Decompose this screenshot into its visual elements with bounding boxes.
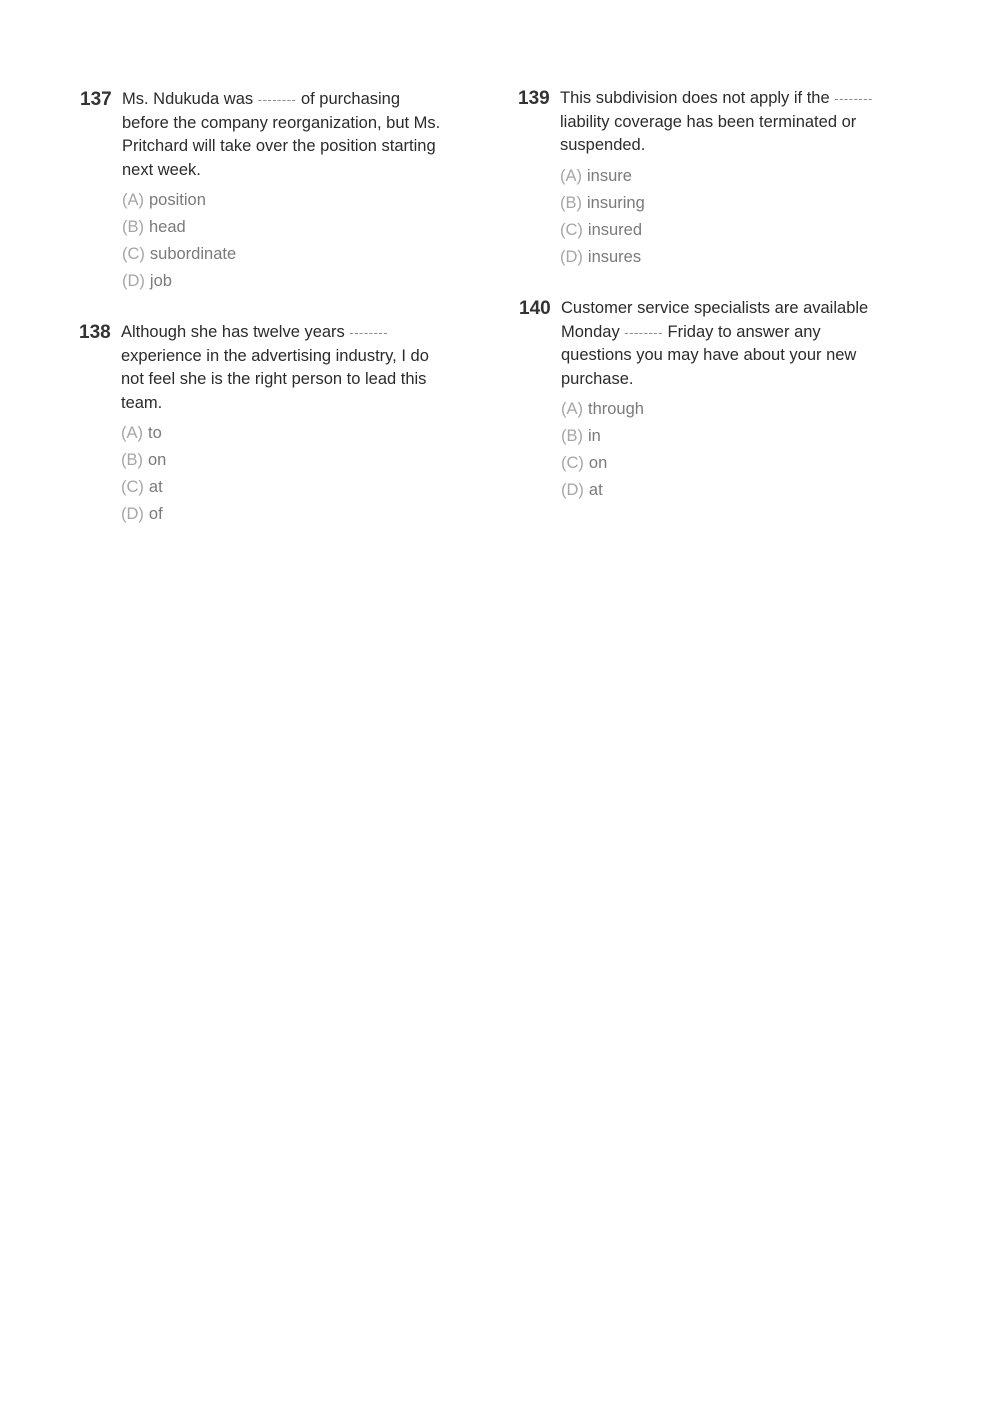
question-body [560,87,888,271]
choice-letter: (B) [122,218,144,236]
choice-text: position [149,191,206,209]
question-body [121,321,449,528]
choice-c[interactable] [121,474,449,501]
question-number: 138 [79,322,111,343]
choice-d[interactable] [122,268,450,295]
choice-letter: (D) [122,272,145,290]
choice-letter: (D) [121,505,144,523]
question-number: 137 [80,89,112,110]
choice-letter: (A) [122,191,144,209]
question-text [121,321,449,415]
answer-choices [121,420,449,528]
question-text [560,87,888,158]
choice-d[interactable] [561,477,889,504]
choice-text: on [588,454,608,472]
choice-text: insure [587,166,632,185]
question-138 [79,321,449,528]
question-text-after: experience in the advertising industry, I do not feel she is the right person to lead this team. [121,346,429,412]
answer-blank: -------- [624,324,663,340]
question-text-before: Customer service specialists are available Monday [561,299,869,341]
choice-a[interactable] [121,420,449,447]
choice-letter: (C) [122,245,145,263]
answer-choices [560,163,888,271]
choice-text: of [148,505,163,523]
choice-text: subordinate [149,245,237,263]
question-body [561,297,889,504]
question-text [122,88,450,182]
question-text-after: liability coverage has been terminated or suspended. [560,112,857,154]
choice-letter: (B) [561,427,583,445]
question-137 [80,88,450,295]
choice-text: insuring [587,193,645,212]
question-text-after: Friday to answer any questions you may have about your new purchase. [561,322,857,388]
question-number: 139 [518,88,550,109]
choice-letter: (A) [561,400,583,418]
choice-text: on [148,451,167,469]
question-text-after: of purchasing before the company reorganization, but Ms. Pritchard will take over the position starting next week. [122,90,441,179]
choice-letter: (C) [560,220,583,239]
choice-letter: (C) [121,478,144,496]
choice-b[interactable] [561,423,889,450]
choice-d[interactable] [560,244,888,271]
choice-text: through [588,400,644,418]
question-139 [518,87,888,271]
answer-blank: -------- [257,92,297,107]
choice-letter: (D) [561,481,584,499]
choice-a[interactable] [122,187,450,214]
choice-text: job [149,272,172,290]
choice-letter: (B) [560,193,582,212]
choice-c[interactable] [560,217,888,244]
choice-b[interactable] [121,447,449,474]
question-text-before: Although she has twelve years [121,323,350,341]
choice-text: insures [587,247,642,266]
answer-blank: -------- [349,325,389,340]
question-text-before: Ms. Ndukuda was [122,90,258,108]
answer-choices [561,396,889,504]
choice-a[interactable] [561,396,889,423]
choice-a[interactable] [560,163,888,190]
choice-letter: (B) [121,451,143,469]
question-text-before: This subdivision does not apply if the [560,89,835,107]
choice-b[interactable] [122,214,450,241]
choice-letter: (D) [560,247,583,266]
choice-letter: (A) [560,166,582,185]
choice-letter: (C) [561,454,584,472]
answer-blank: -------- [834,91,873,106]
question-140 [519,297,889,504]
choice-d[interactable] [121,501,449,528]
answer-choices [122,187,450,295]
question-body [122,88,450,295]
choice-b[interactable] [560,190,888,217]
choice-letter: (A) [121,424,143,442]
choice-text: insured [587,220,643,239]
choice-c[interactable] [122,241,450,268]
question-text [561,297,889,391]
choice-text: at [148,478,163,496]
choice-text: in [588,427,601,445]
choice-text: head [149,218,186,236]
choice-text: at [588,481,603,499]
choice-text: to [148,424,162,442]
question-number: 140 [519,298,551,319]
choice-c[interactable] [561,450,889,477]
